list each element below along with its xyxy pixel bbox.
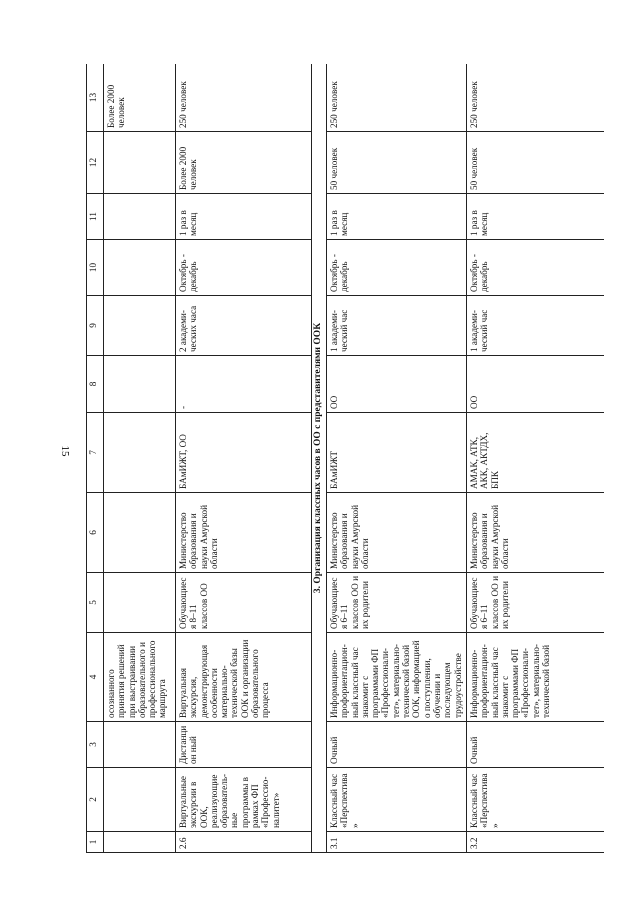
event-frequency: 1 раз в месяц	[176, 194, 312, 240]
column-number: 8	[87, 356, 104, 413]
event-responsible: Министерство образования и науки Амурской области	[467, 493, 605, 573]
table-cell	[104, 356, 176, 413]
event-audience: Обучающиеся 8–11 классов ОО	[176, 573, 312, 633]
landscape-table-wrapper	[86, 64, 604, 853]
table-row-3-1	[327, 64, 467, 853]
table-cell	[104, 240, 176, 296]
column-number: 7	[87, 413, 104, 493]
event-name: Классный час «Перспектива»	[327, 768, 467, 832]
section-title: 3. Организация классных часов в ОО с представителями ООК	[312, 64, 327, 853]
table-cell	[104, 722, 176, 768]
event-frequency: 1 раз в месяц	[327, 194, 467, 240]
event-name: Классный час «Перспектива»	[467, 768, 605, 832]
column-number: 1	[87, 832, 104, 853]
event-place: ОО	[327, 356, 467, 413]
event-period: Октябрь - декабрь	[467, 240, 605, 296]
event-per-event: 50 человек	[327, 132, 467, 194]
event-period: Октябрь - декабрь	[327, 240, 467, 296]
event-frequency: 1 раз в месяц	[467, 194, 605, 240]
column-number: 9	[87, 296, 104, 356]
event-per-event: Более 2000 человек	[176, 132, 312, 194]
table-cell: Более 2000 человек	[104, 64, 176, 132]
column-number: 11	[87, 194, 104, 240]
table-row-2-6	[176, 64, 312, 853]
event-partner: АМАК, АТК, АКК, АКТДХ, БПК	[467, 413, 605, 493]
event-responsible: Министерство образования и науки Амурской области	[176, 493, 312, 573]
column-number: 12	[87, 132, 104, 194]
table-row-3-2	[467, 64, 605, 853]
column-number-row	[87, 64, 104, 853]
event-per-event: 50 человек	[467, 132, 605, 194]
event-audience: Обучающиеся 6–11 классов ОО и их родители	[327, 573, 467, 633]
section-3-row	[312, 64, 327, 853]
table-cell	[104, 132, 176, 194]
page-number: 15	[59, 445, 71, 457]
table-row-continuation	[104, 64, 176, 853]
event-partner: БАмИЖТ, ОО	[176, 413, 312, 493]
column-number: 3	[87, 722, 104, 768]
document-page	[86, 64, 604, 853]
table-cell	[104, 768, 176, 832]
event-form: Очный	[467, 722, 605, 768]
event-place: -	[176, 356, 312, 413]
event-responsible: Министерство образования и науки Амурской области	[327, 493, 467, 573]
events-table	[86, 64, 604, 853]
column-number: 5	[87, 573, 104, 633]
event-content: Информационно-профориентацион-ный классный час знакомит с программами ФП «Профессионали-тет», материально-технической базой ООК, информацией о поступлении, обучении и последующем трудоустройстве	[327, 633, 467, 722]
event-duration: 2 академи-ческих часа	[176, 296, 312, 356]
row-number: 3.2	[467, 832, 605, 853]
row-number: 3.1	[327, 832, 467, 853]
table-cell	[104, 493, 176, 573]
event-place: ОО	[467, 356, 605, 413]
table-cell	[104, 296, 176, 356]
event-form: Очный	[327, 722, 467, 768]
column-number: 6	[87, 493, 104, 573]
column-number: 13	[87, 64, 104, 132]
column-number: 4	[87, 633, 104, 722]
column-number: 2	[87, 768, 104, 832]
event-content: Виртуальная экскурсия, демонстрирующая особенности материально-технической базы ООК и организации образовательного процесса	[176, 633, 312, 722]
table-cell	[104, 573, 176, 633]
event-duration: 1 академи-ческий час	[467, 296, 605, 356]
event-total: 250 человек	[327, 64, 467, 132]
table-cell	[104, 413, 176, 493]
event-total: 250 человек	[176, 64, 312, 132]
event-content: Информационно-профориентацион-ный классный час знакомит с программами ФП «Профессионали-тет», материально-технической базой	[467, 633, 605, 722]
row-number: 2.6	[176, 832, 312, 853]
table-cell	[104, 832, 176, 853]
event-total: 250 человек	[467, 64, 605, 132]
table-cell	[104, 194, 176, 240]
event-period: Октябрь - декабрь	[176, 240, 312, 296]
event-partner: БАмИЖТ	[327, 413, 467, 493]
table-cell: осознанного принятия решений при выстраивании образовательного и профессионального маршрута	[104, 633, 176, 722]
event-audience: Обучающиеся 6–11 классов ОО и их родители	[467, 573, 605, 633]
event-name: Виртуальные экскурсии в ООК, реализующие образователь-ные программы в рамках ФП «Профессио-налитет»	[176, 768, 312, 832]
event-duration: 1 академи-ческий час	[327, 296, 467, 356]
column-number: 10	[87, 240, 104, 296]
event-form: Дистанцион ный	[176, 722, 312, 768]
